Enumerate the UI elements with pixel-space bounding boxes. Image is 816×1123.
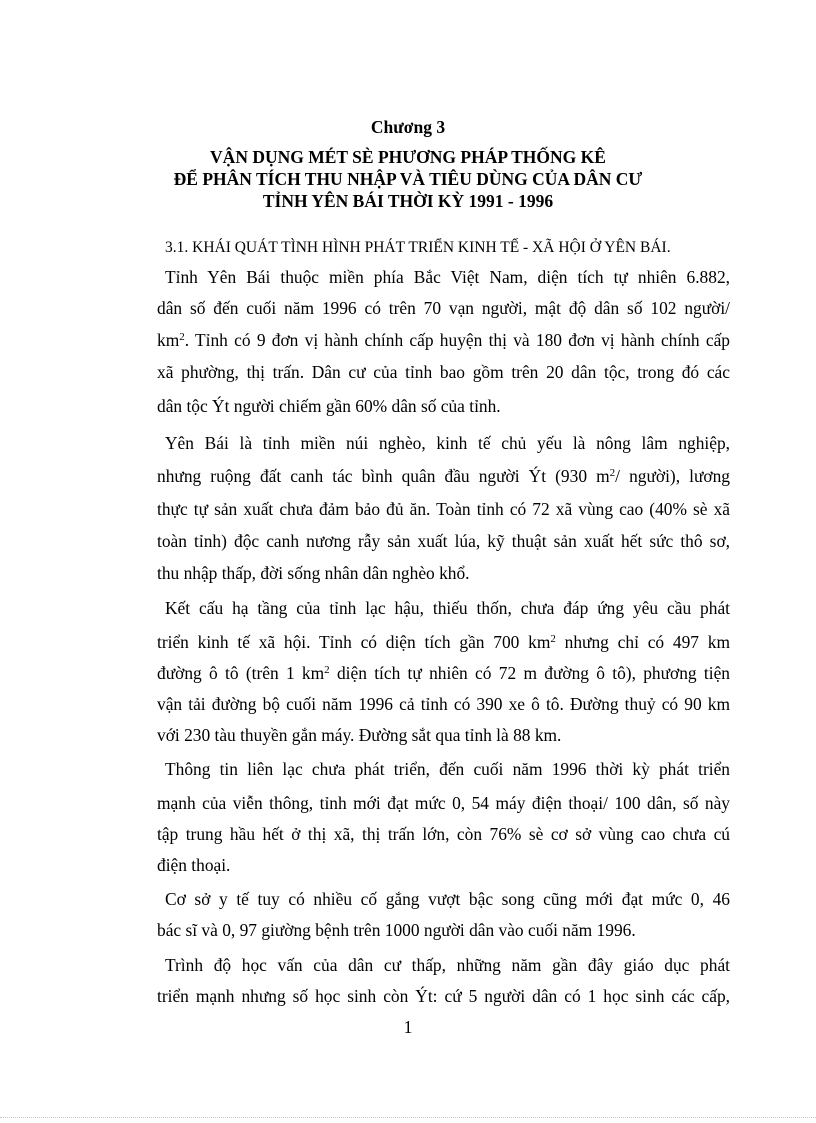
superscript: 2	[550, 633, 556, 645]
paragraph-3-line-5: với 230 tàu thuyền gắn máy. Đường sắt qua tỉnh là 88 km.	[157, 725, 562, 745]
paragraph-5-line-2: bác sĩ và 0, 97 giường bệnh trên 1000 người dân vào cuối năm 1996.	[157, 920, 636, 940]
paragraph-3-line-2	[157, 630, 730, 654]
paragraph-2-line-5: thu nhập thấp, đời sống nhân dân nghèo khổ.	[157, 563, 470, 583]
paragraph-6-line-1: Trình độ học vấn của dân cư thấp, những năm gần đây giáo dục phát	[165, 955, 730, 975]
paragraph-4-line-3: tập trung hầu hết ở thị xã, thị trấn lớn, còn 76% sè cơ sở vùng cao chưa cú	[157, 824, 730, 844]
paragraph-1-line-3	[157, 328, 730, 352]
line-text: nhưng chỉ có 497 km	[555, 632, 730, 652]
paragraph-5-line-1: Cơ sở y tế tuy có nhiều cố gắng vượt bậc song cũng mới đạt mức 0, 46	[165, 889, 730, 909]
chapter-heading: Chương 3	[370, 117, 446, 137]
paragraph-1-line-5: dân tộc Ýt người chiếm gần 60% dân số của tỉnh.	[157, 396, 501, 416]
paragraph-4-line-2: mạnh của viễn thông, tỉnh mới đạt mức 0, 54 máy điện thoại/ 100 dân, số này	[157, 793, 730, 813]
line-text: diện tích tự nhiên có 72 m đường ô tô), phương tiện	[329, 663, 730, 683]
chapter-title-line-2: ĐỂ PHÂN TÍCH THU NHẬP VÀ TIÊU DÙNG CỦA DÂN CƯ	[173, 169, 643, 189]
chapter-title-line-3: TỈNH YÊN BÁI THỜI KỲ 1991 - 1996	[262, 191, 554, 211]
paragraph-3-line-1: Kết cấu hạ tầng của tỉnh lạc hậu, thiếu thốn, chưa đáp ứng yêu cầu phát	[165, 598, 730, 618]
paragraph-3-line-3	[157, 661, 730, 685]
line-text: . Tỉnh có 9 đơn vị hành chính cấp huyện thị và 180 đơn vị hành chính cấp	[184, 330, 730, 350]
paragraph-1-line-4: xã phường, thị trấn. Dân cư của tỉnh bao gồm trên 20 dân tộc, trong đó các	[157, 362, 730, 382]
unit-text: km	[157, 330, 180, 350]
paragraph-2-line-1: Yên Bái là tỉnh miền núi nghèo, kinh tế chủ yếu là nông lâm nghiệp,	[165, 433, 730, 453]
line-text: đường ô tô (trên 1 km	[157, 663, 325, 683]
paragraph-3-line-4: vận tải đường bộ cuối năm 1996 cả tỉnh có 390 xe ô tô. Đường thuỷ có 90 km	[157, 694, 730, 714]
superscript: 2	[609, 467, 616, 479]
line-text: / người), lương	[615, 466, 731, 486]
paragraph-4-line-4: điện thoại.	[157, 855, 231, 875]
paragraph-1-line-2: dân số đến cuối năm 1996 có trên 70 vạn người, mật độ dân số 102 người/	[157, 298, 730, 318]
paragraph-4-line-1: Thông tin liên lạc chưa phát triển, đến cuối năm 1996 thời kỳ phát triển	[165, 759, 730, 779]
paragraph-6-line-2: triển mạnh nhưng số học sinh còn Ýt: cứ 5 người dân có 1 học sinh các cấp,	[157, 986, 730, 1006]
line-text: triển kinh tế xã hội. Tỉnh có diện tích gần 700 km	[157, 632, 551, 652]
superscript: 2	[179, 331, 185, 343]
paragraph-2-line-3: thực tự sản xuất chưa đảm bảo đủ ăn. Toàn tỉnh có 72 xã vùng cao (40% sè xã	[157, 499, 730, 519]
chapter-title-line-1: VẬN DỤNG MÉT SÈ PHƯƠNG PHÁP THỐNG KÊ	[210, 147, 606, 167]
page-number: 1	[403, 1017, 413, 1037]
superscript: 2	[324, 664, 330, 676]
paragraph-2-line-2	[157, 464, 730, 488]
page-break-divider	[0, 1117, 816, 1118]
paragraph-2-line-4: toàn tỉnh) độc canh nương rẫy sản xuất lúa, kỹ thuật sản xuất hết sức thô sơ,	[157, 531, 730, 551]
section-heading: 3.1. KHÁI QUÁT TÌNH HÌNH PHÁT TRIỂN KINH TẾ - XÃ HỘI Ở YÊN BÁI.	[165, 239, 671, 256]
paragraph-1-line-1: Tỉnh Yên Bái thuộc miền phía Bắc Việt Nam, diện tích tự nhiên 6.882,	[165, 267, 730, 287]
line-text: nhưng ruộng đất canh tác bình quân đầu người Ýt (930 m	[157, 466, 610, 486]
